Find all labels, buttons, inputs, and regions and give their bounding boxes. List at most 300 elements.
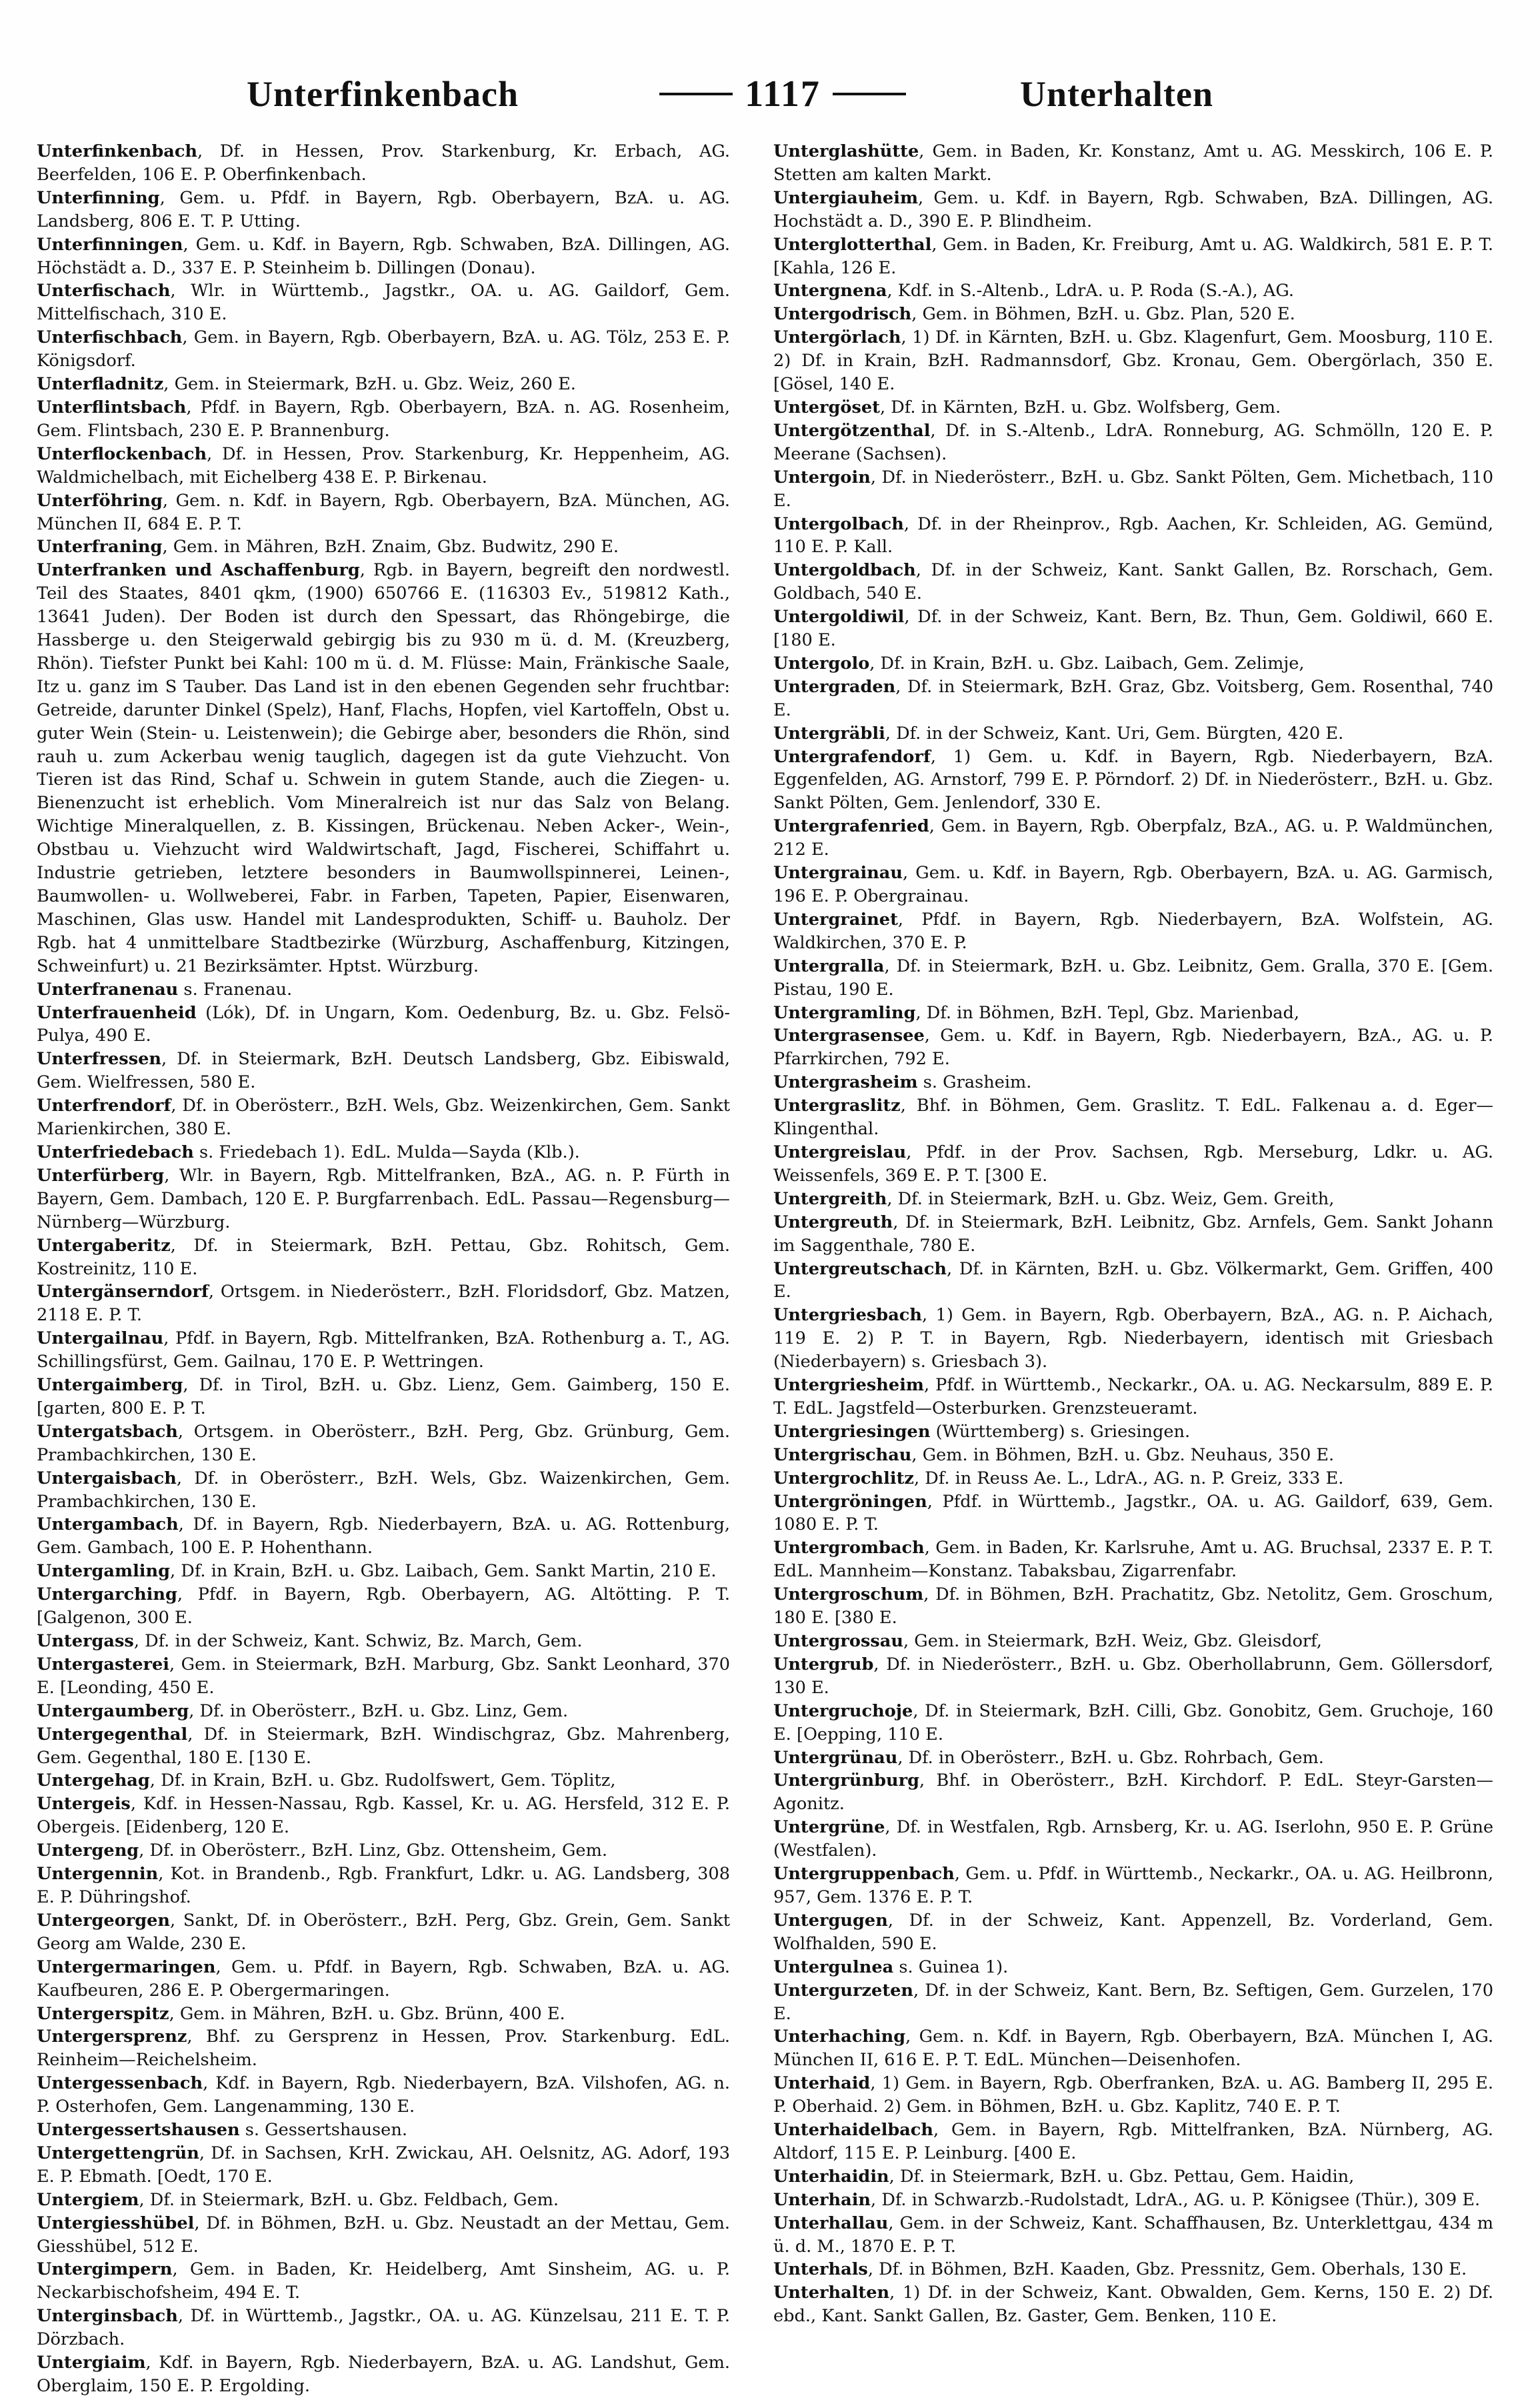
entry-headword: Untergurzeten [773, 1980, 914, 2001]
entry-headword: Untergrasheim [773, 1072, 918, 1093]
entry-text: , Ortsgem. in Oberösterr., BzH. Perg, Gbz. Grünburg, Gem. Prambachkirchen, 130 E. [37, 1421, 730, 1465]
entry-headword: Unterfinning [37, 187, 160, 208]
entry-text: , Df. in Steiermark, BzH. u. Gbz. Leibnitz, Gem. Gralla, 370 E. [Gem. Pistau, 190 E. [773, 956, 1493, 1000]
entry-headword: Unterhallau [773, 2213, 889, 2233]
dictionary-entry [773, 2189, 1493, 2212]
dictionary-entry [773, 1536, 1493, 1583]
dictionary-entry [773, 2119, 1493, 2165]
entry-text: , Kot. in Brandenb., Rgb. Frankfurt, Ldkr. u. AG. Landsberg, 308 E. P. Dühringshof. [37, 1864, 730, 1907]
dictionary-entry [37, 1560, 730, 1583]
entry-text: , Gem. u. Pfdf. in Württemb., Neckarkr., OA. u. AG. Heilbronn, 957, Gem. 1376 E. P. T. [773, 1864, 1493, 1907]
header-left-title: Unterfinkenbach [247, 74, 519, 114]
entry-headword: Untergambach [37, 1514, 179, 1535]
entry-headword: Untergaumberg [37, 1700, 189, 1721]
entry-headword: Untergoldbach [773, 560, 916, 581]
entry-headword: Untergrüne [773, 1817, 885, 1838]
dictionary-entry [37, 1094, 730, 1141]
dictionary-entry [37, 187, 730, 233]
dictionary-entry [37, 2212, 730, 2259]
entry-text: , Pfdf. in Württemb., Jagstkr., OA. u. AG. Gaildorf, 639, Gem. 1080 E. P. T. [773, 1491, 1493, 1535]
entry-headword: Untergrainet [773, 909, 898, 930]
dictionary-entry [37, 1792, 730, 1839]
dictionary-entry [773, 466, 1493, 513]
dictionary-entry [773, 1816, 1493, 1863]
entry-text: , 1) Gem. u. Kdf. in Bayern, Rgb. Niederbayern, BzA. Eggenfelden, AG. Arnstorf, 799 E. P. Pörndorf. 2) Df. in Niederösterr., BzH. u. Gbz. Sankt Pölten, Gem. Jenlendorf, 330 E. [773, 746, 1493, 814]
entry-headword: Untergeorgen [37, 1910, 171, 1931]
entry-text: , Df. in der Schweiz, Kant. Bern, Bz. Thun, Gem. Goldiwil, 660 E. [180 E. [773, 607, 1493, 651]
dictionary-entry [37, 1700, 730, 1723]
dictionary-entry [37, 1002, 730, 1048]
entry-headword: Untergermaringen [37, 1957, 216, 1977]
entry-headword: Unterginsbach [37, 2306, 178, 2327]
dictionary-entry [37, 1839, 730, 1863]
entry-text: , Pfdf. in der Prov. Sachsen, Rgb. Merseburg, Ldkr. u. AG. Weissenfels, 369 E. P. T. [300 E. [773, 1142, 1493, 1186]
entry-text: , Df. in Westfalen, Rgb. Arnsberg, Kr. u. AG. Iserlohn, 950 E. P. Grüne (Westfalen). [773, 1817, 1493, 1861]
entry-text: , Df. in Krain, BzH. u. Gbz. Laibach, Gem. Sankt Martin, 210 E. [170, 1561, 717, 1582]
entry-text: , Bhf. in Oberösterr., BzH. Kirchdorf. P. EdL. Steyr-Garsten—Agonitz. [773, 1770, 1493, 1815]
dictionary-entry [773, 722, 1493, 746]
dictionary-entry [773, 303, 1493, 326]
dictionary-entry [773, 1909, 1493, 1956]
entry-text: , Df. in Böhmen, BzH. Prachatitz, Gbz. Netolitz, Gem. Groschum, 180 E. [380 E. [773, 1584, 1493, 1628]
entry-headword: Untergimpern [37, 2259, 173, 2280]
entry-headword: Unterföhring [37, 490, 163, 511]
entry-text: , Df. in S.-Altenb., LdrA. Ronneburg, AG. Schmölln, 120 E. P. Meerane (Sachsen). [773, 420, 1493, 464]
entry-headword: Unterfranenau [37, 979, 179, 1000]
dictionary-entry [773, 908, 1493, 955]
entry-text: , Gem. u. Kdf. in Bayern, Rgb. Niederbayern, BzA., AG. u. P. Pfarrkirchen, 792 E. [773, 1026, 1493, 1070]
entry-headword: Untergrischau [773, 1444, 912, 1465]
entry-text: , Gem. in Baden, Kr. Heidelberg, Amt Sinsheim, AG. u. P. Neckarbischofsheim, 494 E. T. [37, 2259, 730, 2303]
entry-text: s. Guinea 1). [893, 1957, 1009, 1977]
dictionary-entry [37, 535, 730, 559]
entry-text: , Gem. in Mähren, BzH. u. Gbz. Brünn, 400 E. [169, 2003, 565, 2024]
page-header [60, 57, 1480, 131]
dictionary-entry [773, 1583, 1493, 1630]
entry-headword: Untergettengrün [37, 2143, 199, 2163]
entry-headword: Untergodrisch [773, 304, 912, 325]
entry-headword: Unterfraning [37, 537, 163, 557]
entry-text: , Gem. in Baden, Kr. Freiburg, Amt u. AG. Waldkirch, 581 E. P. T. [Kahla, 126 E. [773, 234, 1493, 278]
entry-headword: Untergass [37, 1631, 134, 1651]
entry-headword: Untergamling [37, 1561, 171, 1582]
right-column [773, 140, 1493, 2327]
dictionary-entry [773, 2025, 1493, 2072]
entry-text: , Df. in Steiermark, BzH. Windischgraz, Gbz. Mahrenberg, Gem. Gegenthal, 180 E. [130 E. [37, 1724, 730, 1768]
entry-headword: Untergrünau [773, 1747, 898, 1768]
dictionary-entry [37, 2258, 730, 2305]
dictionary-entry [773, 862, 1493, 908]
entry-text: , Gem. in Steiermark, BzH. Weiz, Gbz. Gleisdorf, [903, 1631, 1322, 1651]
entry-text: , Gem. in der Schweiz, Kant. Schaffhausen, Bz. Unterklettgau, 434 m ü. d. M., 1870 E. P. T. [773, 2213, 1493, 2257]
entry-text: , Df. in Krain, BzH. u. Gbz. Rudolfswert, Gem. Töplitz, [149, 1770, 616, 1791]
dictionary-entry [773, 2072, 1493, 2119]
entry-headword: Untergrossau [773, 1631, 903, 1651]
dictionary-entry [773, 606, 1493, 652]
entry-headword: Untergaimberg [37, 1375, 183, 1396]
dictionary-entry [37, 1956, 730, 2003]
entry-text: , 1) Df. in Kärnten, BzH. u. Gbz. Klagenfurt, Gem. Moosburg, 110 E. 2) Df. in Krain, BzH. Radmannsdorf, Gbz. Kronau, Gem. Obergörlach, 350 E. [Gösel, 140 E. [773, 327, 1493, 395]
entry-headword: Untergessertshausen [37, 2120, 240, 2141]
dictionary-entry [773, 1024, 1493, 1071]
dictionary-entry [37, 1583, 730, 1630]
entry-text: , Df. in Steiermark, BzH. Graz, Gbz. Voitsberg, Gem. Rosenthal, 740 E. [773, 676, 1493, 720]
entry-headword: Unterfranken und Aschaffenburg [37, 560, 360, 581]
dictionary-entry [37, 326, 730, 373]
header-dash-right [833, 93, 906, 95]
entry-text: , Df. in Oberösterr., BzH. u. Gbz. Linz, Gem. [189, 1700, 569, 1721]
dictionary-entry [773, 140, 1493, 187]
dictionary-entry [773, 1653, 1493, 1700]
entry-text: , Gem. in Böhmen, BzH. u. Gbz. Plan, 520 E. [911, 304, 1295, 325]
entry-text: , Kdf. in S.-Altenb., LdrA. u. P. Roda (S.-A.), AG. [887, 281, 1294, 301]
dictionary-entry [37, 1863, 730, 1909]
entry-headword: Untergerspitz [37, 2003, 169, 2024]
entry-headword: Untergugen [773, 1910, 888, 1931]
entry-headword: Untergoldiwil [773, 607, 905, 628]
entry-text: , Df. in Bayern, Rgb. Niederbayern, BzA. u. AG. Rottenburg, Gem. Gambach, 100 E. P. Hohenthann. [37, 1514, 730, 1558]
entry-text: , Df. in Niederösterr., BzH. u. Gbz. Oberhollabrunn, Gem. Göllersdorf, 130 E. [773, 1654, 1493, 1698]
dictionary-entry [773, 1467, 1493, 1490]
entry-headword: Unterfinkenbach [37, 141, 198, 161]
dictionary-entry [773, 2258, 1493, 2281]
dictionary-entry [37, 1653, 730, 1700]
dictionary-entry [773, 746, 1493, 816]
entry-text: , Wlr. in Württemb., Jagstkr., OA. u. AG. Gaildorf, Gem. Mittelfischach, 310 E. [37, 281, 730, 325]
dictionary-entry [37, 2351, 730, 2398]
entry-text: , Df. in Tirol, BzH. u. Gbz. Lienz, Gem. Gaimberg, 150 E. [garten, 800 E. P. T. [37, 1375, 730, 1418]
entry-headword: Untergralla [773, 956, 885, 976]
entry-headword: Unterfischbach [37, 327, 183, 348]
entry-text: , Gem. in Steiermark, BzH. Marburg, Gbz. Sankt Leonhard, 370 E. [Leonding, 450 E. [37, 1654, 730, 1698]
entry-headword: Untergraslitz [773, 1096, 901, 1116]
dictionary-entry [773, 1956, 1493, 1979]
dictionary-entry [37, 1374, 730, 1420]
dictionary-entry [773, 1211, 1493, 1258]
dictionary-entry [773, 1304, 1493, 1374]
dictionary-entry [37, 2119, 730, 2142]
dictionary-entry [37, 2003, 730, 2026]
dictionary-entry [37, 233, 730, 280]
dictionary-entry [773, 513, 1493, 559]
entry-headword: Untergeis [37, 1794, 131, 1815]
entry-text: , Gem. u. Kdf. in Bayern, Rgb. Oberbayern, BzA. u. AG. Garmisch, 196 E. P. Obergrainau. [773, 863, 1493, 906]
entry-headword: Untergailnau [37, 1328, 164, 1349]
dictionary-entry [773, 1258, 1493, 1304]
entry-headword: Untergraden [773, 676, 896, 697]
entry-text: , Gem. u. Kdf. in Bayern, Rgb. Schwaben, BzA. Dillingen, AG. Höchstädt a. D., 337 E. P. Steinheim b. Dillingen (Donau). [37, 234, 730, 278]
entry-text: , Df. in Sachsen, KrH. Zwickau, AH. Oelsnitz, AG. Adorf, 193 E. P. Ebmath. [Oedt, 170 E. [37, 2143, 730, 2187]
dictionary-entry [773, 1700, 1493, 1746]
entry-text: , Ortsgem. in Niederösterr., BzH. Floridsdorf, Gbz. Matzen, 2118 E. P. T. [37, 1282, 730, 1326]
entry-text: , Df. in Oberösterr., BzH. Linz, Gbz. Ottensheim, Gem. [139, 1841, 607, 1861]
dictionary-entry [773, 1979, 1493, 2026]
dictionary-entry [773, 1002, 1493, 1025]
entry-text: , Df. in Steiermark, BzH. u. Gbz. Pettau, Gem. Haidin, [889, 2166, 1355, 2187]
entry-headword: Untergoin [773, 467, 871, 487]
entry-headword: Unterflockenbach [37, 443, 207, 464]
entry-headword: Unterfladnitz [37, 374, 164, 395]
entry-headword: Unterhals [773, 2259, 868, 2280]
dictionary-entry [37, 1630, 730, 1653]
entry-headword: Untergrub [773, 1654, 874, 1674]
dictionary-entry [773, 676, 1493, 722]
entry-text: , Gem. in Böhmen, BzH. u. Gbz. Neuhaus, 350 E. [911, 1444, 1335, 1465]
entry-headword: Unterglotterthal [773, 234, 932, 255]
entry-text: , Df. in der Schweiz, Kant. Schwiz, Bz. March, Gem. [133, 1631, 583, 1651]
dictionary-entry [773, 233, 1493, 280]
page-number: 1117 [745, 73, 821, 115]
entry-text: , Df. in Schwarzb.-Rudolstadt, LdrA., AG. u. P. Königsee (Thür.), 309 E. [871, 2189, 1481, 2210]
entry-headword: Untergriesheim [773, 1375, 925, 1396]
dictionary-entry [37, 1909, 730, 1956]
entry-text: , 1) Df. in der Schweiz, Kant. Obwalden, Gem. Kerns, 150 E. 2) Df. ebd., Kant. Sankt Gallen, Bz. Gaster, Gem. Benken, 110 E. [773, 2283, 1493, 2327]
entry-text: , Gem. u. Pfdf. in Bayern, Rgb. Schwaben, BzA. u. AG. Kaufbeuren, 286 E. P. Obergermaringen. [37, 1957, 730, 2001]
entry-text: , Df. in Kärnten, BzH. u. Gbz. Wolfsberg, Gem. [880, 397, 1281, 417]
entry-headword: Untergeng [37, 1841, 139, 1861]
dictionary-entry [773, 1374, 1493, 1420]
dictionary-entry [37, 2189, 730, 2212]
dictionary-entry [37, 2305, 730, 2351]
entry-text: (Württemberg) s. Griesingen. [930, 1421, 1191, 1442]
dictionary-entry [773, 326, 1493, 396]
entry-headword: Unterhaidin [773, 2166, 889, 2187]
header-center [647, 73, 918, 115]
entry-headword: Untergänserndorf [37, 1282, 209, 1302]
entry-headword: Untergreuth [773, 1212, 893, 1232]
entry-text: , Kdf. in Bayern, Rgb. Niederbayern, BzA. Vilshofen, AG. n. P. Osterhofen, Gem. Langenamming, 130 E. [37, 2073, 730, 2117]
entry-text: , Gem. u. Pfdf. in Bayern, Rgb. Oberbayern, BzA. u. AG. Landsberg, 806 E. T. P. Utting. [37, 187, 730, 231]
entry-headword: Unterfürberg [37, 1165, 165, 1186]
dictionary-entry [773, 396, 1493, 419]
entry-headword: Unterfrauenheid [37, 1002, 197, 1023]
entry-text: , Gem. u. Kdf. in Bayern, Rgb. Schwaben, BzA. Dillingen, AG. Hochstädt a. D., 390 E. P. Blindheim. [773, 187, 1493, 231]
dictionary-entry [37, 2142, 730, 2189]
dictionary-entry [37, 1164, 730, 1234]
entry-text: , Wlr. in Bayern, Rgb. Mittelfranken, BzA., AG. n. P. Fürth in Bayern, Gem. Dambach, 120 E. P. Burgfarrenbach. EdL. Passau—Regensburg—Nürnberg—Würzburg. [37, 1165, 730, 1232]
entry-text: , Pfdf. in Bayern, Rgb. Mittelfranken, BzA. Rothenburg a. T., AG. Schillingsfürst, Gem. Gailnau, 170 E. P. Wettringen. [37, 1328, 730, 1372]
dictionary-entry [773, 1630, 1493, 1653]
dictionary-entry [37, 2072, 730, 2119]
entry-text: s. Grasheim. [917, 1072, 1032, 1093]
entry-text: , Df. in Oberösterr., BzH. Wels, Gbz. Weizenkirchen, Gem. Sankt Marienkirchen, 380 E. [37, 1096, 730, 1140]
entry-headword: Unterhaching [773, 2027, 906, 2047]
entry-headword: Untergriesingen [773, 1421, 931, 1442]
entry-text: , Df. in der Schweiz, Kant. Sankt Gallen, Bz. Rorschach, Gem. Goldbach, 540 E. [773, 560, 1493, 604]
dictionary-entry [773, 1769, 1493, 1816]
dictionary-entry [37, 1769, 730, 1792]
entry-text: , Df. in Böhmen, BzH. u. Gbz. Neustadt an der Mettau, Gem. Giesshübel, 512 E. [37, 2213, 730, 2257]
dictionary-entry [37, 1280, 730, 1327]
entry-headword: Untergroschum [773, 1584, 924, 1605]
entry-text: s. Gessertshausen. [239, 2120, 407, 2141]
entry-text: , Df. in der Schweiz, Kant. Bern, Bz. Seftigen, Gem. Gurzelen, 170 E. [773, 1980, 1493, 2024]
entry-headword: Untergrombach [773, 1538, 925, 1558]
dictionary-entry [773, 2212, 1493, 2259]
entry-text: , Kdf. in Hessen-Nassau, Rgb. Kassel, Kr. u. AG. Hersfeld, 312 E. P. Obergeis. [Eidenberg, 120 E. [37, 1794, 730, 1838]
entry-headword: Untergiaim [37, 2353, 146, 2373]
dictionary-entry [773, 2165, 1493, 2189]
dictionary-entry [773, 955, 1493, 1002]
dictionary-entry [37, 1327, 730, 1374]
dictionary-entry [773, 1071, 1493, 1094]
entry-text: , Pfdf. in Bayern, Rgb. Niederbayern, BzA. Wolfstein, AG. Waldkirchen, 370 E. P. [773, 909, 1493, 953]
entry-text: , Df. in Reuss Ae. L., LdrA., AG. n. P. Greiz, 333 E. [913, 1468, 1344, 1488]
dictionary-entry [37, 2025, 730, 2072]
entry-text: , Gem. in Bayern, Rgb. Oberpfalz, BzA., AG. u. P. Waldmünchen, 212 E. [773, 816, 1493, 860]
entry-text: , Df. in Oberösterr., BzH. Wels, Gbz. Waizenkirchen, Gem. Prambachkirchen, 130 E. [37, 1468, 730, 1512]
dictionary-entry [37, 140, 730, 187]
entry-text: , Bhf. in Böhmen, Gem. Graslitz. T. EdL. Falkenau a. d. Eger—Klingenthal. [773, 1096, 1493, 1140]
dictionary-entry [773, 815, 1493, 862]
dictionary-entry [773, 1746, 1493, 1770]
entry-text: , Pfdf. in Bayern, Rgb. Oberbayern, AG. Altötting. P. T. [Galgenon, 300 E. [37, 1584, 730, 1628]
entry-text: , Df. in Steiermark, BzH. Deutsch Landsberg, Gbz. Eibiswald, Gem. Wielfressen, 580 E. [37, 1049, 730, 1093]
dictionary-entry [37, 1141, 730, 1164]
entry-headword: Untergrainau [773, 863, 903, 884]
entry-headword: Untergatsbach [37, 1421, 178, 1442]
entry-headword: Untergiesshübel [37, 2213, 195, 2233]
dictionary-entry [773, 1863, 1493, 1909]
entry-headword: Untergessenbach [37, 2073, 203, 2094]
entry-text: s. Friedebach 1). EdL. Mulda—Sayda (Klb.). [193, 1142, 580, 1162]
entry-headword: Unterhaid [773, 2073, 871, 2094]
dictionary-entry [37, 279, 730, 326]
entry-text: , Df. in Oberösterr., BzH. u. Gbz. Rohrbach, Gem. [897, 1747, 1324, 1768]
entry-headword: Untergramling [773, 1002, 916, 1023]
dictionary-entry [773, 559, 1493, 606]
entry-text: , Df. in Hessen, Prov. Starkenburg, Kr. Erbach, AG. Beerfelden, 106 E. P. Oberfinkenbach. [37, 141, 730, 185]
entry-text: , Df. in der Schweiz, Kant. Uri, Gem. Bürgten, 420 E. [885, 723, 1344, 744]
header-dash-left [659, 93, 733, 95]
dictionary-entry [37, 1513, 730, 1560]
entry-text: , Rgb. in Bayern, begreift den nordwestl. Teil des Staates, 8401 qkm, (1900) 650766 E. (116303 Ev., 519812 Kath., 13641 Juden). Der Boden ist durch den Spessart, das Rhöngebirge, die Hassberge u. den Steigerwald gebirgig bis zu 930 m ü. d. M. (Kreuzberg, Rhön). Tiefster Punkt bei Kahl: 100 m ü. d. M. Flüsse: Main, Fränkische Saale, Itz u. ganz im S Tauber. Das Land ist in den ebenen Gegenden sehr fruchtbar: Getreide, darunter Dinkel (Spelz), Hanf, Flachs, Hopfen, viel Kartoffeln, Obst u. guter Wein (Stein- u. Leistenwein); die Gebirge aber, besonders die Rhön, sind rauh u. zum Ackerbau wenig tauglich, dagegen ist da gute Viehzucht. Von Tieren ist das Rind, Schaf u. Schwein in gutem Stande, auch die Ziegen- u. Bienenzucht ist erheblich. Vom Mineralreich ist nur das Salz von Belang. Wichtige Mineralquellen, z. B. Kissingen, Brückenau. Neben Acker-, Wein-, Obstbau u. Viehzucht wird Waldwirtschaft, Jagd, Fischerei, Schiffahrt u. Industrie getrieben, letztere besonders in Baumwollspinnerei, Leinen-, Baumwollen- u. Wollweberei, Fabr. in Farben, Tapeten, Papier, Eisenwaren, Maschinen, Glas usw. Handel mit Landesprodukten, Schiff- u. Bauholz. Der Rgb. hat 4 unmittelbare Stadtbezirke (Würzburg, Aschaffenburg, Kitzingen, Schweinfurt) u. 21 Bezirksämter. Hptst. Würzburg. [37, 560, 730, 976]
entry-headword: Untergiauheim [773, 187, 919, 208]
dictionary-entry [37, 1467, 730, 1514]
entry-headword: Unterfriedebach [37, 1142, 194, 1162]
entry-text: , Df. in Steiermark, BzH. Leibnitz, Gbz. Arnfels, Gem. Sankt Johann im Saggenthale, 780 E. [773, 1212, 1493, 1256]
entry-headword: Untergriesbach [773, 1305, 922, 1326]
dictionary-entry [773, 1420, 1493, 1444]
entry-text: , 1) Gem. in Bayern, Rgb. Oberfranken, BzA. u. AG. Bamberg II, 295 E. P. Oberhaid. 2) Gem. in Böhmen, BzH. u. Gbz. Kaplitz, 740 E. P. T. [773, 2073, 1493, 2117]
entry-text: , Df. in Steiermark, BzH. Pettau, Gbz. Rohitsch, Gem. Kostreinitz, 110 E. [37, 1235, 730, 1279]
entry-headword: Untergaisbach [37, 1468, 177, 1488]
entry-headword: Untergrünburg [773, 1770, 919, 1791]
entry-headword: Unterfischach [37, 281, 171, 301]
entry-headword: Untergruchoje [773, 1700, 913, 1721]
entry-text: , Df. in Böhmen, BzH. Tepl, Gbz. Marienbad, [915, 1002, 1300, 1023]
entry-headword: Untergehag [37, 1770, 150, 1791]
entry-headword: Untergersprenz [37, 2027, 187, 2047]
entry-headword: Untergarching [37, 1584, 177, 1605]
entry-text: , Df. in Kärnten, BzH. u. Gbz. Völkermarkt, Gem. Griffen, 400 E. [773, 1258, 1493, 1302]
entry-text: , Df. in Steiermark, BzH. Cilli, Gbz. Gonobitz, Gem. Gruchoje, 160 E. [Oepping, 110 E. [773, 1700, 1493, 1744]
entry-text: , Gem. in Mähren, BzH. Znaim, Gbz. Budwitz, 290 E. [162, 537, 619, 557]
dictionary-entry [773, 1188, 1493, 1211]
dictionary-entry [37, 1723, 730, 1770]
entry-headword: Untergolo [773, 653, 870, 674]
dictionary-entry [773, 279, 1493, 303]
entry-text: , Kdf. in Bayern, Rgb. Niederbayern, BzA. u. AG. Landshut, Gem. Oberglaim, 150 E. P. Ergolding. [37, 2353, 730, 2396]
entry-text: , Gem. in Baden, Kr. Konstanz, Amt u. AG. Messkirch, 106 E. P. Stetten am kalten Markt. [773, 141, 1493, 185]
entry-headword: Unterhaidelbach [773, 2120, 934, 2141]
entry-text: , Df. in Böhmen, BzH. Kaaden, Gbz. Pressnitz, Gem. Oberhals, 130 E. [867, 2259, 1467, 2280]
dictionary-entry [37, 1048, 730, 1094]
entry-headword: Untergaberitz [37, 1235, 171, 1256]
entry-text: , Df. in Steiermark, BzH. u. Gbz. Weiz, Gem. Greith, [887, 1188, 1335, 1209]
dictionary-entry [37, 1420, 730, 1467]
dictionary-entry [773, 2281, 1493, 2328]
dictionary-entry [773, 1490, 1493, 1537]
entry-text: , Df. in der Schweiz, Kant. Appenzell, Bz. Vorderland, Gem. Wolfhalden, 590 E. [773, 1910, 1493, 1954]
entry-headword: Untergennin [37, 1864, 159, 1885]
entry-headword: Untergnena [773, 281, 887, 301]
entry-text: , Df. in Krain, BzH. u. Gbz. Laibach, Gem. Zelimje, [869, 653, 1305, 674]
entry-headword: Untergreutschach [773, 1258, 947, 1279]
entry-headword: Untergrafenried [773, 816, 929, 837]
entry-headword: Untergreislau [773, 1142, 907, 1162]
entry-headword: Unterfrendorf [37, 1096, 171, 1116]
entry-headword: Untergolbach [773, 513, 904, 534]
entry-text: , Gem. n. Kdf. in Bayern, Rgb. Oberbayern, BzA. München, AG. München II, 684 E. P. T. [37, 490, 730, 534]
entry-headword: Unterfressen [37, 1049, 162, 1070]
entry-text: , Pfdf. in Bayern, Rgb. Oberbayern, BzA. n. AG. Rosenheim, Gem. Flintsbach, 230 E. P. Brannenburg. [37, 397, 730, 441]
entry-headword: Untergrafendorf [773, 746, 931, 767]
entry-headword: Unterhain [773, 2189, 871, 2210]
entry-text: (Lók), Df. in Ungarn, Kom. Oedenburg, Bz. u. Gbz. Felsö-Pulya, 490 E. [37, 1002, 730, 1046]
dictionary-entry [773, 1141, 1493, 1188]
entry-text: , Df. in Hessen, Prov. Starkenburg, Kr. Heppenheim, AG. Waldmichelbach, mit Eichelberg 438 E. P. Birkenau. [37, 443, 730, 487]
entry-headword: Unterflintsbach [37, 397, 187, 417]
entry-text: , Df. in Niederösterr., BzH. u. Gbz. Sankt Pölten, Gem. Michetbach, 110 E. [773, 467, 1493, 511]
entry-headword: Untergasterei [37, 1654, 170, 1674]
entry-text: , Gem. in Bayern, Rgb. Mittelfranken, BzA. Nürnberg, AG. Altdorf, 115 E. P. Leinburg. [400 E. [773, 2120, 1493, 2163]
dictionary-entry [37, 396, 730, 443]
entry-text: , Gem. in Steiermark, BzH. u. Gbz. Weiz, 260 E. [163, 374, 576, 395]
entry-text: , Bhf. zu Gersprenz in Hessen, Prov. Starkenburg. EdL. Reinheim—Reichelsheim. [37, 2027, 730, 2071]
entry-text: , Pfdf. in Württemb., Neckarkr., OA. u. AG. Neckarsulm, 889 E. P. T. EdL. Jagstfeld—Osterburken. Grenzsteueramt. [773, 1375, 1493, 1418]
entry-text: , Df. in der Rheinprov., Rgb. Aachen, Kr. Schleiden, AG. Gemünd, 110 E. P. Kall. [773, 513, 1493, 557]
entry-text: , Gem. in Bayern, Rgb. Oberbayern, BzA. u. AG. Tölz, 253 E. P. Königsdorf. [37, 327, 730, 371]
entry-headword: Untergulnea [773, 1957, 894, 1977]
dictionary-entry [773, 419, 1493, 466]
entry-headword: Untergötzenthal [773, 420, 931, 441]
entry-headword: Untergrochlitz [773, 1468, 914, 1488]
dictionary-entry [37, 443, 730, 489]
entry-text: s. Franenau. [178, 979, 293, 1000]
left-column [37, 140, 730, 2396]
entry-text: , Df. in Steiermark, BzH. u. Gbz. Feldbach, Gem. [139, 2189, 559, 2210]
dictionary-entry [773, 652, 1493, 676]
entry-text: , 1) Gem. in Bayern, Rgb. Oberbayern, BzA., AG. n. P. Aichach, 119 E. 2) P. T. in Bayern, Rgb. Niederbayern, identisch mit Griesbach (Niederbayern) s. Griesbach 3). [773, 1305, 1493, 1372]
dictionary-entry [37, 489, 730, 536]
entry-headword: Untergruppenbach [773, 1864, 955, 1885]
entry-headword: Unterhalten [773, 2283, 890, 2303]
dictionary-entry [773, 1444, 1493, 1467]
entry-headword: Untergreith [773, 1188, 887, 1209]
entry-headword: Untergörlach [773, 327, 901, 348]
dictionary-entry [37, 373, 730, 396]
entry-headword: Untergöset [773, 397, 880, 417]
dictionary-entry [37, 559, 730, 978]
entry-text: , Df. in Württemb., Jagstkr., OA. u. AG. Künzelsau, 211 E. T. P. Dörzbach. [37, 2306, 730, 2350]
entry-headword: Unterglashütte [773, 141, 919, 161]
dictionary-entry [773, 1094, 1493, 1141]
entry-headword: Untergegenthal [37, 1724, 188, 1744]
dictionary-entry [773, 187, 1493, 233]
entry-text: , Sankt, Df. in Oberösterr., BzH. Perg, Gbz. Grein, Gem. Sankt Georg am Walde, 230 E. [37, 1910, 730, 1954]
entry-headword: Untergiem [37, 2189, 139, 2210]
